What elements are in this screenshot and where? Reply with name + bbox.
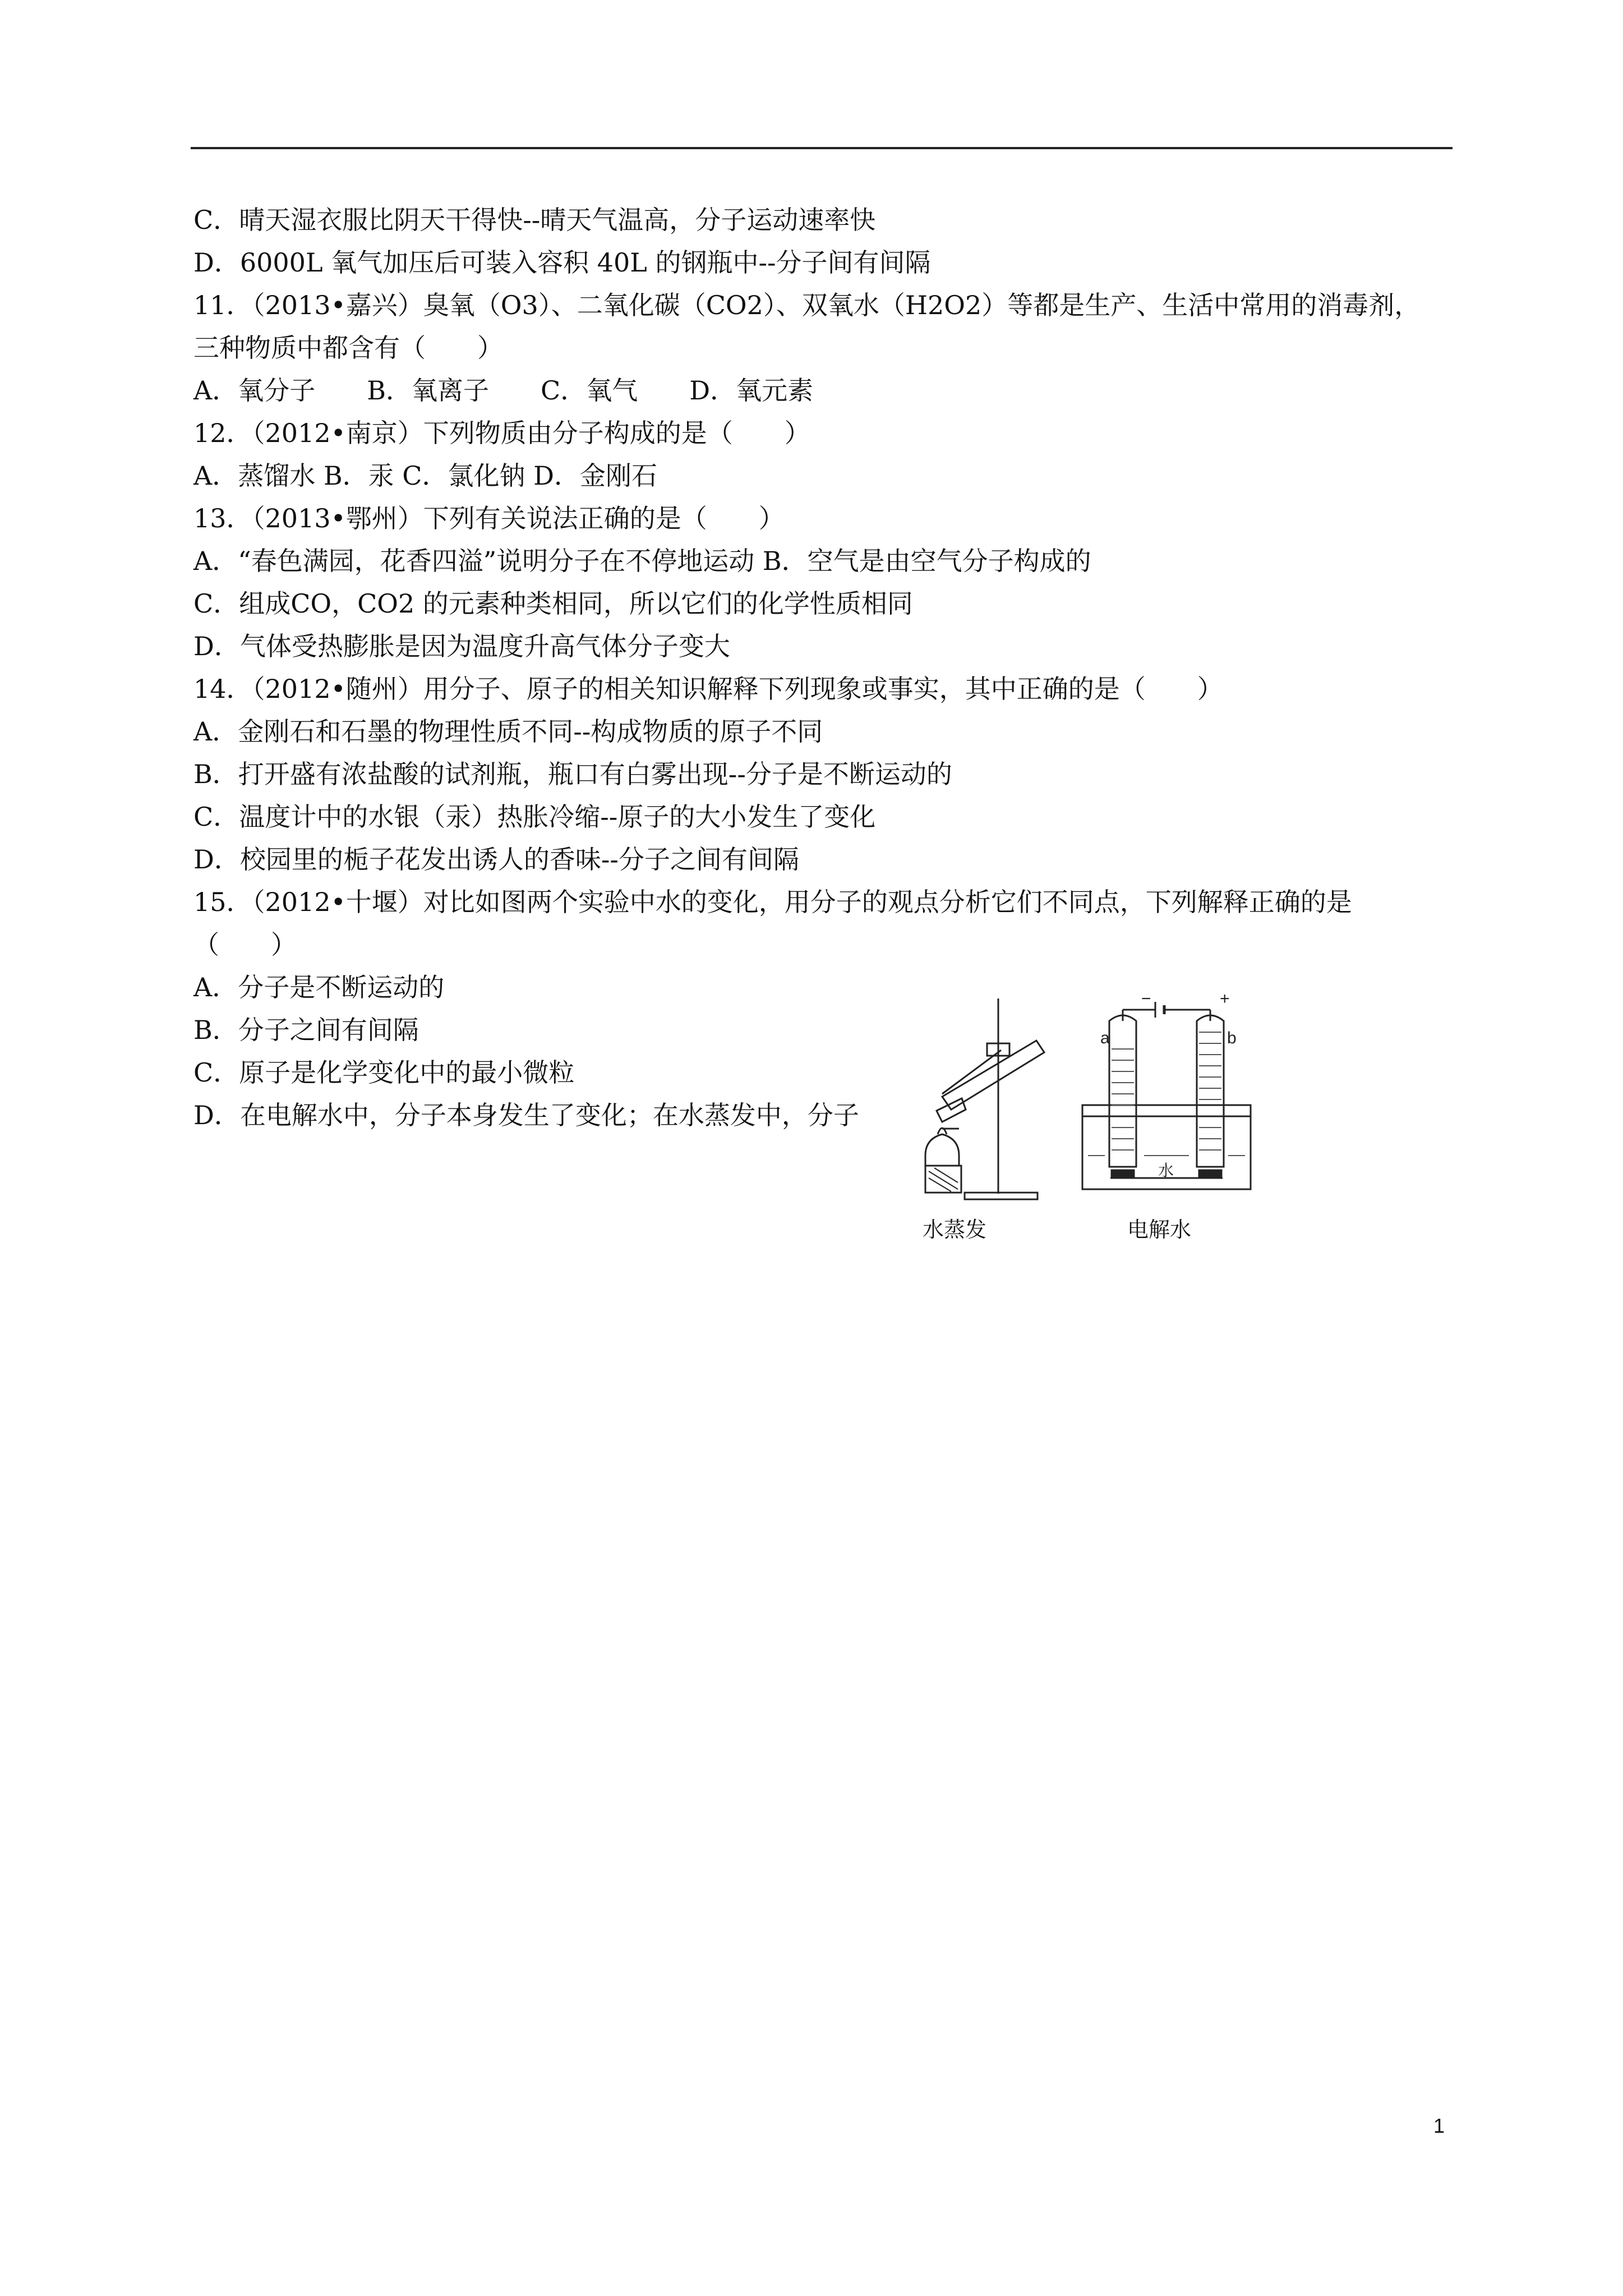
question-14: 14．（2012•随州）用分子、原子的相关知识解释下列现象或事实，其中正确的是（ ） bbox=[193, 674, 1223, 704]
tube-b bbox=[1197, 1015, 1224, 1167]
text-line: 三种物质中都含有（ ） bbox=[193, 333, 503, 363]
header-rule bbox=[191, 147, 1453, 149]
text-line: D．校园里的栀子花发出诱人的香味--分子之间有间隔 bbox=[193, 844, 799, 875]
clamp-arm bbox=[942, 1050, 1001, 1094]
text-line: C．组成CO，CO2 的元素种类相同，所以它们的化学性质相同 bbox=[193, 588, 913, 619]
question-12: 12．（2012•南京）下列物质由分子构成的是（ ） bbox=[193, 418, 810, 448]
plus-label: + bbox=[1220, 990, 1230, 1008]
water-label: 水 bbox=[1158, 1162, 1174, 1179]
text-line: （ ） bbox=[193, 930, 297, 960]
text-line: D．气体受热膨胀是因为温度升高气体分子变大 bbox=[193, 631, 730, 661]
test-tube bbox=[942, 1041, 1044, 1110]
tube-a bbox=[1109, 1015, 1136, 1167]
text-line: C．温度计中的水银（汞）热胀冷缩--原子的大小发生了变化 bbox=[193, 802, 876, 832]
electrode-a bbox=[1112, 1170, 1134, 1178]
text-line: A．金刚石和石墨的物理性质不同--构成物质的原子不同 bbox=[193, 716, 823, 747]
question-15: 15．（2012•十堰）对比如图两个实验中水的变化，用分子的观点分析它们不同点，下列解释正确的是 bbox=[193, 887, 1352, 917]
options-12: A．蒸馏水 B．汞 C．氯化钠 D．金刚石 bbox=[193, 461, 657, 491]
tube-b-label: b bbox=[1227, 1029, 1237, 1047]
question-13: 13．（2013•鄂州）下列有关说法正确的是（ ） bbox=[193, 503, 785, 533]
electrode-b bbox=[1199, 1170, 1221, 1178]
experiment-illustration bbox=[903, 987, 1262, 1212]
text-line: D．在电解水中，分子本身发生了变化；在水蒸发中，分子 bbox=[193, 1100, 859, 1130]
page-number: 1 bbox=[1433, 2114, 1445, 2137]
options-11: A．氧分子 B．氧离子 C．氧气 D．氧元素 bbox=[193, 375, 814, 406]
text-line: B．打开盛有浓盐酸的试剂瓶，瓶口有白雾出现--分子是不断运动的 bbox=[193, 759, 952, 789]
text-line: C．原子是化学变化中的最小微粒 bbox=[193, 1057, 575, 1088]
text-line: D．6000L 氧气加压后可装入容积 40L 的钢瓶中--分子间有间隔 bbox=[193, 247, 931, 278]
text-line: B．分子之间有间隔 bbox=[193, 1015, 419, 1045]
figure-caption-electrolysis: 电解水 bbox=[1127, 1217, 1192, 1242]
alcohol-lamp bbox=[925, 1134, 959, 1166]
minus-label: − bbox=[1141, 990, 1151, 1008]
text-line: C．晴天湿衣服比阴天干得快--晴天气温高，分子运动速率快 bbox=[193, 205, 876, 235]
text-line: A．“春色满园，花香四溢”说明分子在不停地运动 B．空气是由空气分子构成的 bbox=[193, 546, 1091, 576]
figure-caption-evaporation: 水蒸发 bbox=[923, 1217, 987, 1242]
tube-a-label: a bbox=[1100, 1029, 1110, 1047]
text-line: A．分子是不断运动的 bbox=[193, 972, 445, 1002]
question-11: 11．（2013•嘉兴）臭氧（O3）、二氧化碳（CO2）、双氧水（H2O2）等都是生产、生活中常用的消毒剂， bbox=[193, 290, 1421, 320]
experiment-figure bbox=[903, 987, 1262, 1251]
stand-base bbox=[965, 1193, 1038, 1199]
